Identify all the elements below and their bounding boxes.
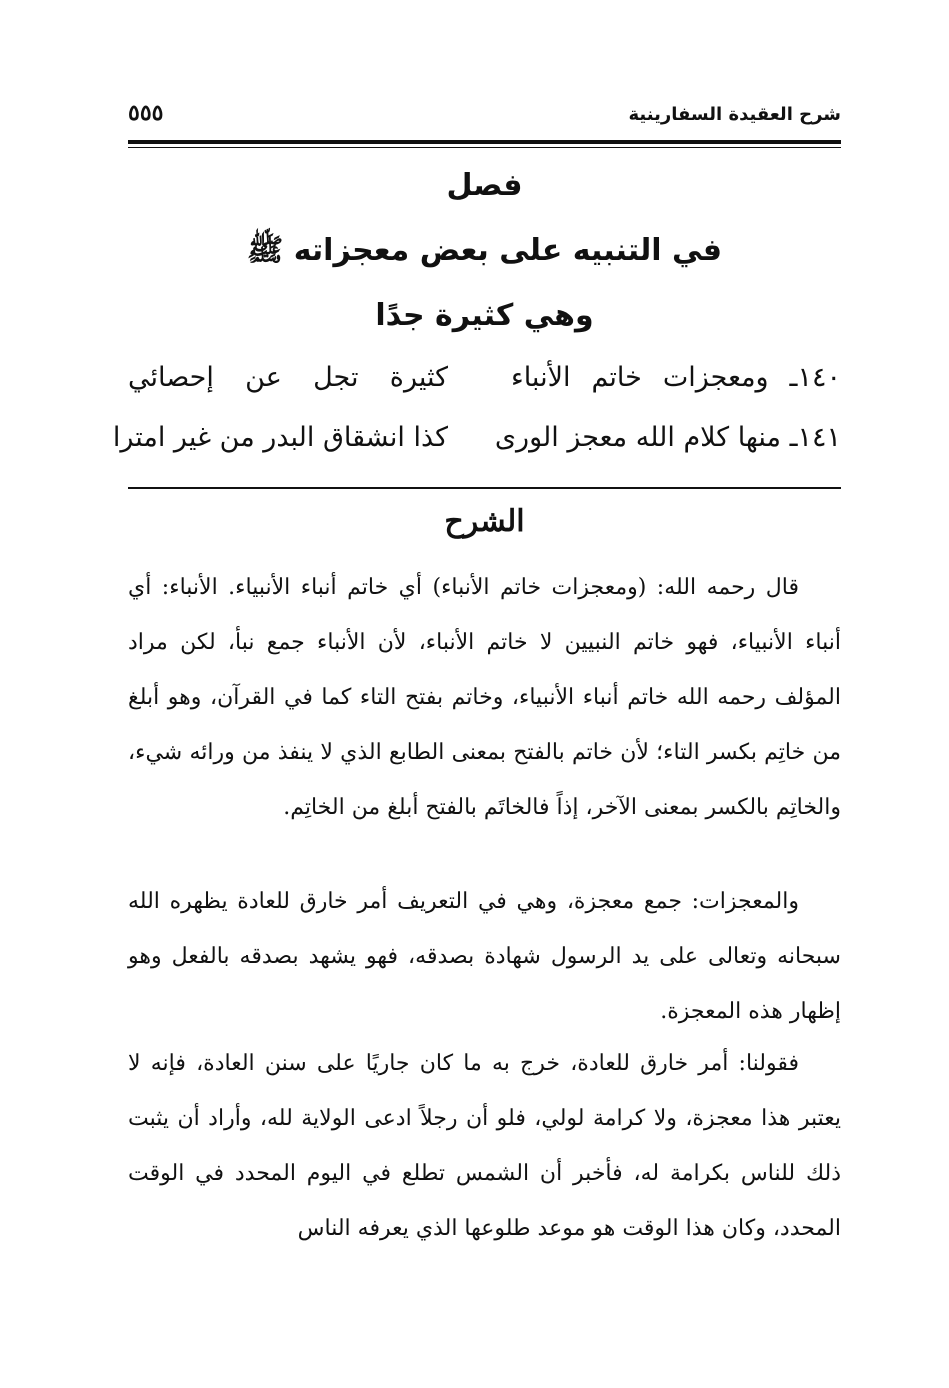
commentary-paragraph-3: فقولنا: أمر خارق للعادة، خرج به ما كان جاريًا على سنن العادة، فإنه لا يعتبر هذا معجزة، ولا كرامة لولي، فلو أن رجلاً ادعى الولاية لله، وأراد أن يثبت ذلك للناس بكرامة له، فأخبر أن الشمس تطلع في اليوم المحدد في الوقت المحدد، وكان هذا الوقت هو موعد طلوعها الذي يعرفه الناس xyxy=(128,1051,841,1241)
commentary-paragraph-1: قال رحمه الله: (ومعجزات خاتم الأنباء) أي خاتم أنباء الأنبياء. الأنباء: أي أنباء الأنبياء، فهو خاتم النبيين لا خاتم الأنباء، لأن الأنباء جمع نبأ، لكن مراد المؤلف رحمه الله خاتم أنباء الأنبياء، وخاتم بفتح التاء كما في القرآن، وهو أبلغ من خاتِم بكسر التاء؛ لأن خاتم بالفتح بمعنى الطابع الذي لا ينفذ من ورائه شيء، والخاتِم بالكسر بمعنى الآخر، إذاً فالخاتَم بالفتح أبلغ من الخاتِم. xyxy=(128,575,841,820)
verses-separator-rule xyxy=(128,487,841,489)
verse-140-first-hemistich: ١٤٠ـ ومعجزات خاتم الأنباء xyxy=(511,362,841,393)
section-heading-fasl: فصل xyxy=(446,168,523,203)
header-rule-thin xyxy=(128,147,841,148)
verse-140-second-hemistich: كثيرة تجل عن إحصائي xyxy=(128,362,448,393)
sharh-heading: الشرح xyxy=(444,504,525,539)
page-number: ٥٥٥ xyxy=(128,100,164,126)
verse-140 xyxy=(128,362,841,410)
book-title: شرح العقيدة السفارينية xyxy=(628,104,841,125)
commentary-paragraph-2: والمعجزات: جمع معجزة، وهي في التعريف أمر خارق للعادة يظهره الله سبحانه وتعالى على يد الرسول شهادة بصدقه، فهو يشهد بصدقه بالفعل وهو إظهار هذه المعجزة. xyxy=(128,889,841,1024)
running-header xyxy=(128,100,841,136)
verse-141-first-hemistich: ١٤١ـ منها كلام الله معجز الورى xyxy=(494,422,841,453)
verse-141-second-hemistich: كذا انشقاق البدر من غير امترا xyxy=(112,422,448,453)
verse-141 xyxy=(112,422,841,470)
section-heading-tanbih: في التنبيه على بعض معجزاته ﷺ xyxy=(247,233,722,268)
header-rule-thick xyxy=(128,140,841,144)
section-heading-kathira: وهي كثيرة جدًا xyxy=(375,298,594,333)
